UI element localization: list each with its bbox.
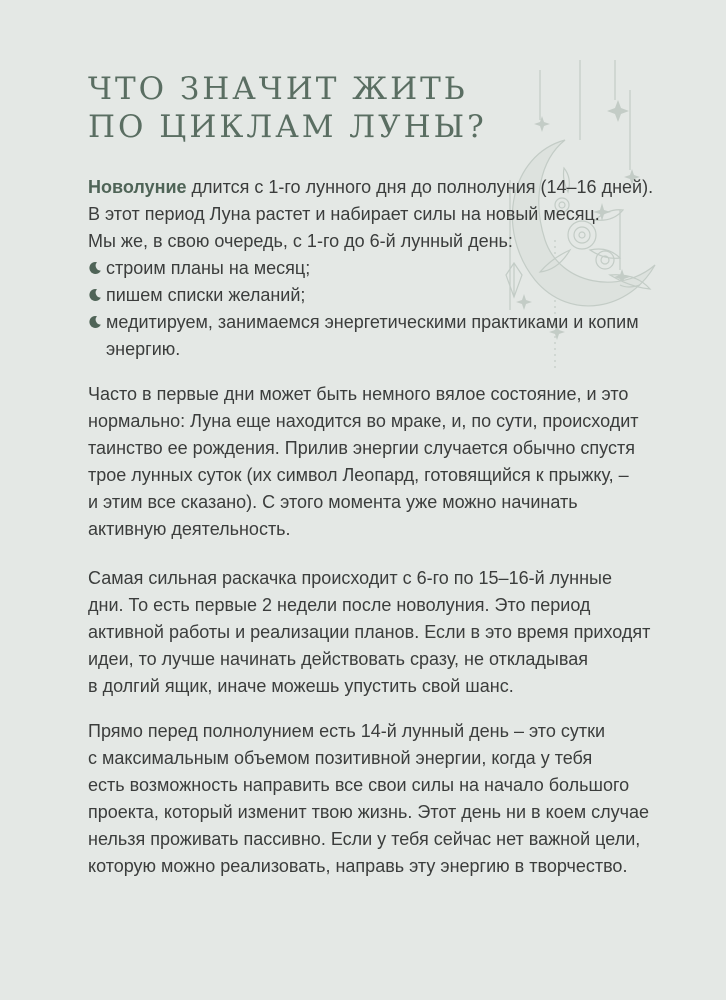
crescent-moon-icon: [88, 288, 102, 302]
title-line-1: ЧТО ЗНАЧИТ ЖИТЬ: [88, 71, 468, 107]
paragraph-line: в долгий ящик, иначе можешь упустить свой шанс.: [88, 676, 514, 696]
paragraph-line: Прямо перед полнолунием есть 14-й лунный день – это сутки: [88, 721, 606, 741]
paragraph-line: нормально: Луна еще находится во мраке, и, по сути, происходит: [88, 411, 639, 431]
intro-line-1: [88, 174, 668, 201]
bold-term: Новолуние: [88, 177, 187, 197]
paragraph-line: таинство ее рождения. Прилив энергии случается обычно спустя: [88, 438, 635, 458]
paragraph-line: дни. То есть первые 2 недели после новолуния. Это период: [88, 595, 591, 615]
page-title: [88, 70, 487, 146]
paragraph-line: проекта, который изменит твою жизнь. Этот день ни в коем случае: [88, 802, 649, 822]
intro-line-2: В этот период Луна растет и набирает силы на новый месяц.: [88, 204, 600, 224]
intro-line-1-rest: длится с 1-го лунного дня до полнолуния (14–16 дней).: [186, 177, 654, 197]
list-item: [88, 309, 678, 363]
list-item: [88, 282, 678, 309]
paragraph-line: и этим все сказано). С этого момента уже можно начинать: [88, 492, 578, 512]
paragraph-line: Часто в первые дни может быть немного вялое состояние, и это: [88, 384, 629, 404]
paragraph-line: с максимальным объемом позитивной энергии, когда у тебя: [88, 748, 593, 768]
bullet-text: строим планы на месяц;: [106, 258, 311, 278]
paragraph-line: есть возможность направить все свои силы на начало большого: [88, 775, 630, 795]
paragraph-line: идеи, то лучше начинать действовать сразу, не откладывая: [88, 649, 588, 669]
bullet-text: медитируем, занимаемся энергетическими практиками и копим: [106, 312, 639, 332]
paragraph-line: трое лунных суток (их символ Леопард, готовящийся к прыжку, –: [88, 465, 629, 485]
bullet-list: [88, 255, 678, 363]
paragraph-3: [88, 718, 668, 880]
paragraph-1: [88, 381, 668, 543]
intro-line-3: Мы же, в свою очередь, с 1-го до 6-й лунный день:: [88, 231, 513, 251]
bullet-text-continuation: энергию.: [106, 339, 181, 359]
paragraph-line: которую можно реализовать, направь эту энергию в творчество.: [88, 856, 628, 876]
bullet-text: пишем списки желаний;: [106, 285, 306, 305]
paragraph-line: активной работы и реализации планов. Если в это время приходят: [88, 622, 651, 642]
paragraph-2: [88, 565, 668, 700]
paragraph-line: активную деятельность.: [88, 519, 291, 539]
crescent-moon-icon: [88, 315, 102, 329]
paragraph-line: нельзя проживать пассивно. Если у тебя сейчас нет важной цели,: [88, 829, 641, 849]
paragraph-line: Самая сильная раскачка происходит с 6-го по 15–16-й лунные: [88, 568, 612, 588]
title-line-2: ПО ЦИКЛАМ ЛУНЫ?: [88, 109, 487, 145]
intro-paragraph: [88, 174, 668, 255]
crescent-moon-icon: [88, 261, 102, 275]
list-item: [88, 255, 678, 282]
